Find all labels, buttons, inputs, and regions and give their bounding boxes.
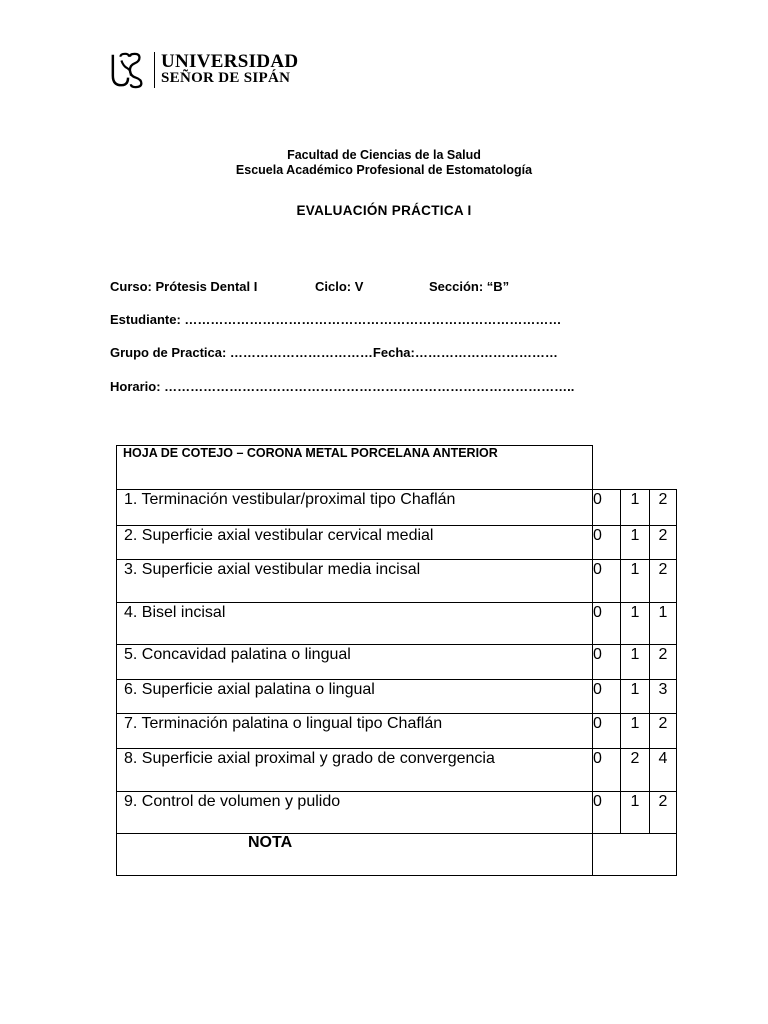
- criterion-cell: 6. Superficie axial palatina o lingual: [117, 680, 593, 714]
- schedule-field: Horario: …………………………………………………………………………………..: [110, 379, 575, 394]
- table-row: [117, 680, 677, 714]
- score-0-cell: 0: [593, 792, 621, 834]
- score-2-cell: 2: [650, 714, 677, 749]
- checklist-table: [116, 445, 677, 876]
- logo-divider: [154, 52, 155, 88]
- score-1-cell: 1: [621, 645, 650, 680]
- score-1-cell: 1: [621, 560, 650, 603]
- header-blank-cell: [593, 446, 677, 490]
- nota-row: [117, 834, 677, 876]
- score-0-cell: 0: [593, 560, 621, 603]
- checklist-header: HOJA DE COTEJO – CORONA METAL PORCELANA ANTERIOR: [117, 446, 593, 490]
- score-2-cell: 2: [650, 490, 677, 526]
- score-1-cell: 1: [621, 792, 650, 834]
- score-0-cell: 0: [593, 680, 621, 714]
- score-2-cell: 1: [650, 603, 677, 645]
- table-row: [117, 749, 677, 792]
- criterion-cell: 8. Superficie axial proximal y grado de convergencia: [117, 749, 593, 792]
- table-row: [117, 603, 677, 645]
- nota-label: NOTA: [117, 834, 593, 876]
- criterion-cell: 2. Superficie axial vestibular cervical medial: [117, 526, 593, 560]
- score-0-cell: 0: [593, 490, 621, 526]
- document-title: EVALUACIÓN PRÁCTICA I: [296, 203, 472, 218]
- score-2-cell: 2: [650, 526, 677, 560]
- criterion-cell: 3. Superficie axial vestibular media incisal: [117, 560, 593, 603]
- criterion-cell: 4. Bisel incisal: [117, 603, 593, 645]
- score-1-cell: 1: [621, 714, 650, 749]
- table-header-row: [117, 446, 677, 490]
- school-name: Escuela Académico Profesional de Estomatología: [235, 163, 533, 177]
- table-row: [117, 526, 677, 560]
- table-row: [117, 490, 677, 526]
- score-1-cell: 1: [621, 490, 650, 526]
- criterion-cell: 9. Control de volumen y pulido: [117, 792, 593, 834]
- faculty-heading: [0, 148, 768, 178]
- logo-line-2: SEÑOR DE SIPÁN: [161, 70, 291, 86]
- logo-wordmark: [161, 53, 298, 87]
- score-0-cell: 0: [593, 526, 621, 560]
- criterion-cell: 1. Terminación vestibular/proximal tipo Chaflán: [117, 490, 593, 526]
- nota-value-cell: [593, 834, 677, 876]
- score-1-cell: 1: [621, 603, 650, 645]
- section-field: Sección: “B”: [429, 279, 510, 294]
- score-2-cell: 2: [650, 645, 677, 680]
- student-field: Estudiante: ……………………………………………………………………………: [110, 312, 562, 327]
- score-2-cell: 2: [650, 560, 677, 603]
- group-date-field: Grupo de Practica: ……………………………Fecha:……………………………: [110, 345, 558, 360]
- score-0-cell: 0: [593, 603, 621, 645]
- logo-line-1: UNIVERSIDAD: [161, 51, 299, 72]
- table-row: [117, 560, 677, 603]
- table-row: [117, 645, 677, 680]
- uss-monogram-icon: [110, 51, 148, 89]
- cycle-field: Ciclo: V: [315, 279, 364, 294]
- faculty-name: Facultad de Ciencias de la Salud: [287, 148, 481, 162]
- table-row: [117, 792, 677, 834]
- course-field: Curso: Prótesis Dental I: [110, 279, 258, 294]
- score-0-cell: 0: [593, 645, 621, 680]
- university-logo: [110, 50, 298, 90]
- score-1-cell: 1: [621, 680, 650, 714]
- table-row: [117, 714, 677, 749]
- score-2-cell: 4: [650, 749, 677, 792]
- score-0-cell: 0: [593, 749, 621, 792]
- score-1-cell: 1: [621, 526, 650, 560]
- score-0-cell: 0: [593, 714, 621, 749]
- criterion-cell: 7. Terminación palatina o lingual tipo Chaflán: [117, 714, 593, 749]
- score-2-cell: 2: [650, 792, 677, 834]
- score-1-cell: 2: [621, 749, 650, 792]
- criterion-cell: 5. Concavidad palatina o lingual: [117, 645, 593, 680]
- score-2-cell: 3: [650, 680, 677, 714]
